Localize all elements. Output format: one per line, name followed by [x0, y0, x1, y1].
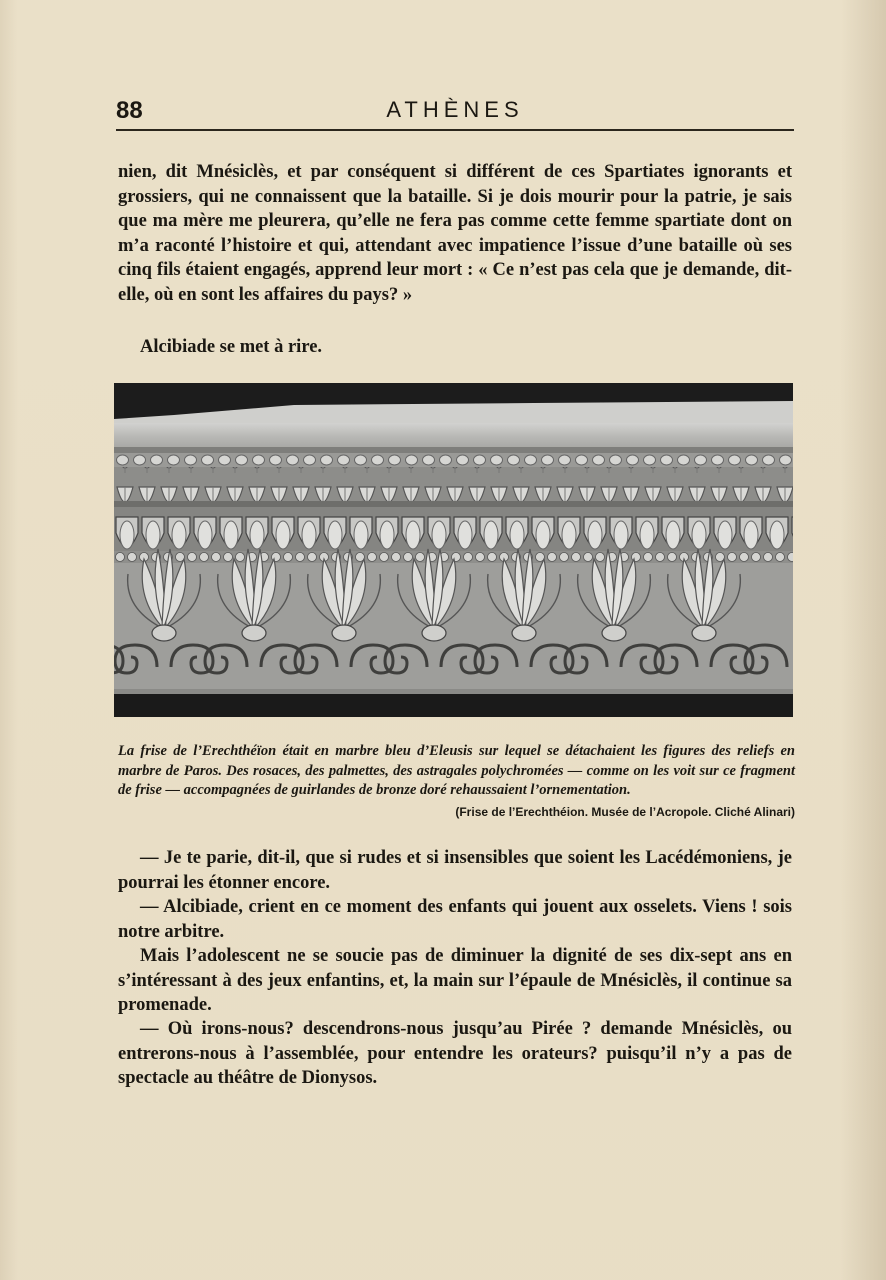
paragraph-6: — Où irons-nous? descendrons-nous jusqu’au Pirée ? demande Mnésiclès, ou entrerons-nous à l’assemblée, pour entendre les orateurs? puisqu’il n’y a pas de spectacle au théâtre de Dionysos.: [118, 1019, 792, 1089]
paragraph-5: Mais l’adolescent ne se soucie pas de diminuer la dignité de ses dix-sept ans en s’intéressant à des jeux enfantins, et, la main sur l’épaule de Mnésiclès, il continue sa promenade.: [118, 946, 792, 1016]
paragraph-4: — Alcibiade, crient en ce moment des enfants qui jouent aux osselets. Viens ! sois notre arbitre.: [118, 897, 792, 942]
header-rule: [116, 129, 794, 131]
paragraph-2: Alcibiade se met à rire.: [140, 337, 323, 357]
figure-caption: [118, 742, 795, 822]
page-number: 88: [116, 97, 143, 124]
paragraph-1: nien, dit Mnésiclès, et par conséquent si différent de ces Spartiates ignorants et grossiers, qui ne connaissent que la bataille. Si je dois mourir pour la patrie, je sais que ma mère me pleurera, qu’elle ne fera pas comme cette femme spartiate dont on m’a raconté l’histoire et qui, attendant avec impatience l’issue d’une bataille où ses cinq fils étaient engagés, apprend leur mort : « Ce n’est pas cela que je demande, dit-elle, où en sont les affaires du pays? »: [118, 162, 792, 305]
photo-credit: (Frise de l’Erechthéion. Musée de l’Acropole. Cliché Alinari): [455, 804, 795, 819]
running-title: ATHÈNES: [386, 97, 524, 122]
frieze-photograph: [114, 383, 793, 717]
caption-text: La frise de l’Erechthéïon était en marbre bleu d’Eleusis sur lequel se détachaient les figures des reliefs en marbre de Paros. Des rosaces, des palmettes, des astragales polychromées — comme on les voit sur ce fragment de frise — accompagnées de guirlandes de bronze doré rehaussaient l’ornementation.: [118, 743, 795, 798]
paragraph-3: — Je te parie, dit-il, que si rudes et si insensibles que soient les Lacédémoniens, je pourrai les étonner encore.: [118, 848, 792, 893]
